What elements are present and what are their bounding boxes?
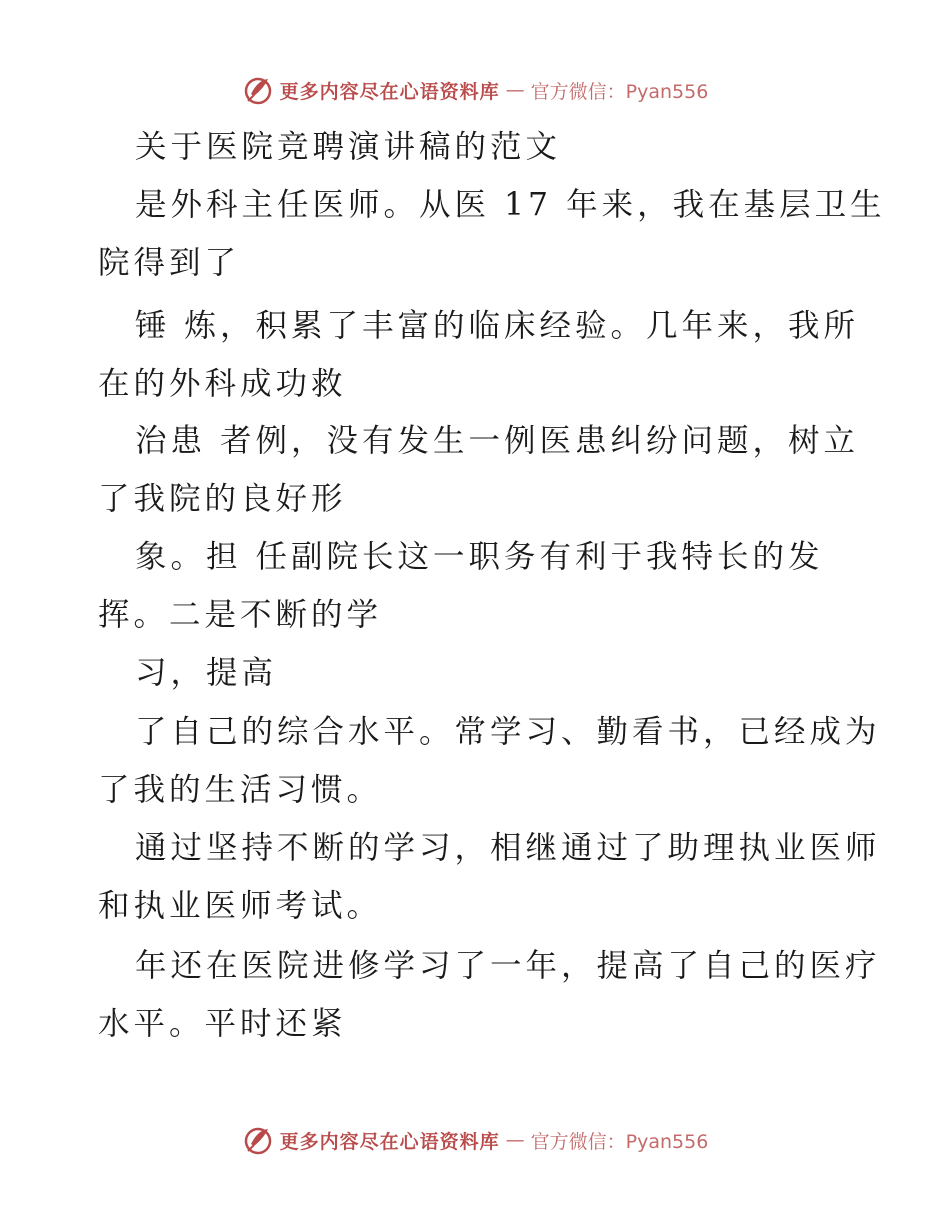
banner-separator: — bbox=[505, 1129, 525, 1151]
text-line: 习，提高 bbox=[135, 655, 278, 691]
text-line: 是外科主任医师。从医 17 年来，我在基层卫生 bbox=[135, 187, 886, 223]
pen-logo-icon bbox=[242, 74, 274, 106]
banner-main-text: 更多内容尽在心语资料库 bbox=[279, 80, 500, 103]
text-line: 年还在医院进修学习了一年，提高了自己的医疗 bbox=[135, 948, 881, 984]
text-line: 在的外科成功救 bbox=[98, 366, 347, 402]
banner-wechat-text: 官方微信：Pyan556 bbox=[530, 80, 709, 103]
text-line: 了我院的良好形 bbox=[98, 481, 347, 517]
text-line: 挥。二是不断的学 bbox=[98, 597, 383, 633]
text-line: 通过坚持不断的学习，相继通过了助理执业医师 bbox=[135, 830, 881, 866]
header-banner bbox=[0, 70, 950, 110]
document-title: 关于医院竞聘演讲稿的范文 bbox=[135, 129, 562, 165]
footer-banner bbox=[0, 1120, 950, 1160]
text-line: 了自己的综合水平。常学习、勤看书，已经成为 bbox=[135, 714, 881, 750]
banner-main-text: 更多内容尽在心语资料库 bbox=[279, 1130, 500, 1153]
banner-separator: — bbox=[505, 79, 525, 101]
banner-wechat-text: 官方微信：Pyan556 bbox=[530, 1130, 709, 1153]
text-line: 了我的生活习惯。 bbox=[98, 772, 383, 808]
text-line: 象。担 任副院长这一职务有利于我特长的发 bbox=[135, 539, 824, 575]
text-line: 锤 炼，积累了丰富的临床经验。几年来，我所 bbox=[135, 308, 860, 344]
pen-logo-icon bbox=[242, 1124, 274, 1156]
text-line: 和执业医师考试。 bbox=[98, 888, 383, 924]
text-line: 院得到了 bbox=[98, 245, 241, 281]
text-line: 水平。平时还紧 bbox=[98, 1006, 347, 1042]
text-line: 治患 者例，没有发生一例医患纠纷问题，树立 bbox=[135, 423, 860, 459]
